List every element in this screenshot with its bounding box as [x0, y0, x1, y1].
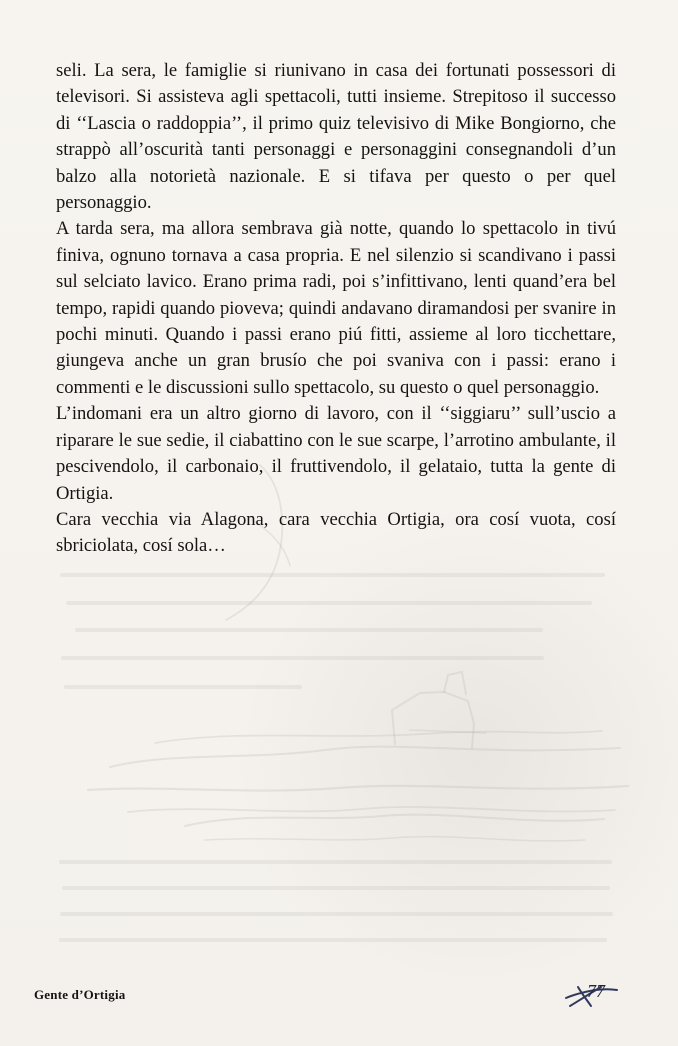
body-text: [56, 58, 616, 560]
paragraph: A tarda sera, ma allora sembrava già notte, quando lo spettacolo in tivú finiva, ognuno tornava a casa propria. E nel silenzio si scandivano i passi sul selciato lavico. Erano prima radi, poi s’infittivano, lenti quand’era bel tempo, rapidi quando pioveva; quindi andavano diramandosi per svanire in pochi minuti. Quando i passi erano piú fitti, assieme al loro ticchettare, giungeva anche un gran brusío che poi svaniva con i passi: erano i commenti e le discussioni sullo spettacolo, su questo o quel personaggio.: [56, 218, 616, 398]
paragraph: seli. La sera, le famiglie si riunivano in casa dei fortunati possessori di televisori. Si assisteva agli spettacoli, tutti insieme. Strepitoso il successo di ‘‘Lascia o raddoppia’’, il primo quiz televisivo di Mike Bongiorno, che strappò all’oscurità tanti personaggi e personaggini consegnandoli d’un balzo alla notorietà nazionale. E si tifava per questo o per quel personaggio.: [56, 60, 616, 214]
page-number: [560, 981, 620, 1011]
page-number-text: 77: [587, 981, 605, 1001]
running-footer-title: Gente d’Ortigia: [34, 987, 126, 1002]
paragraph: Cara vecchia via Alagona, cara vecchia Ortigia, ora cosí vuota, cosí sbriciolata, cosí sola…: [56, 508, 616, 557]
paragraph: L’indomani era un altro giorno di lavoro, con il ‘‘siggiaru’’ sull’uscio a riparare le sue sedie, il ciabattino con le sue scarpe, l’arrotino ambulante, il pescivendolo, il carbonaio, il fruttivendolo, il gelataio, tutta la gente di Ortigia.: [56, 403, 616, 504]
